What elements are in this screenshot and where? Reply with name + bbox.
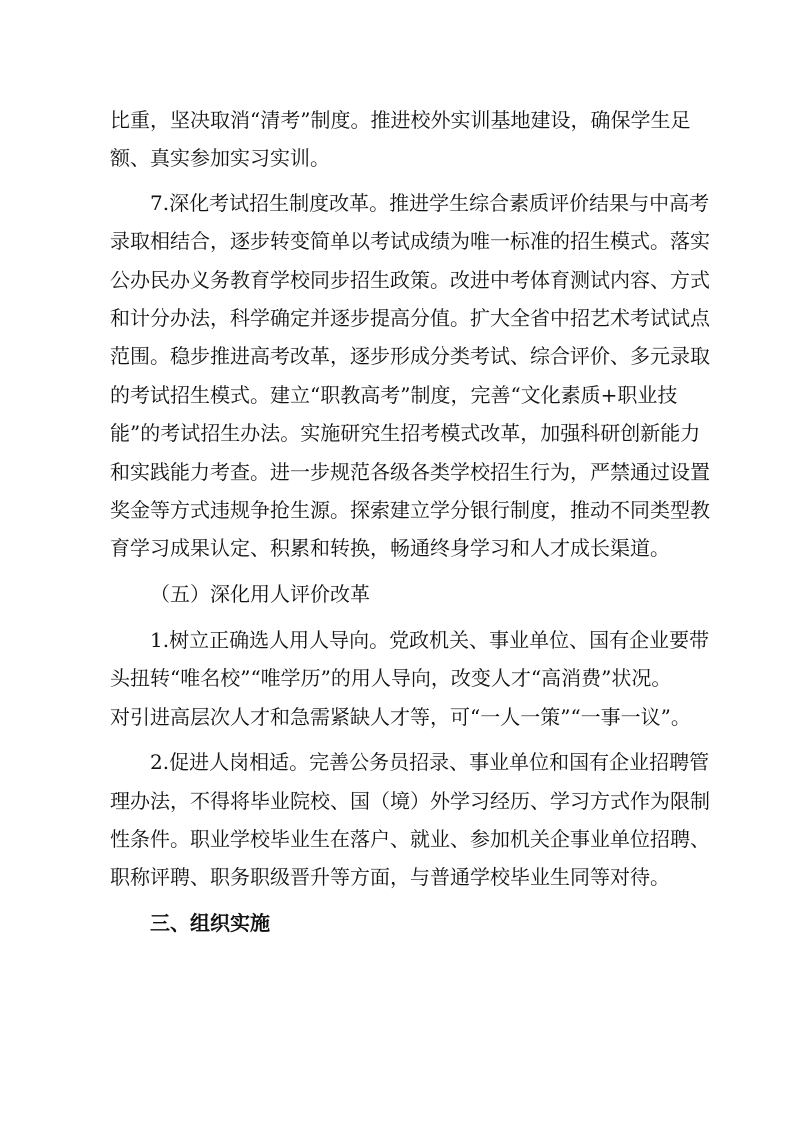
paragraph-line: 录取相结合，逐步转变简单以考试成绩为唯一标准的招生模式。落实 (110, 229, 710, 253)
paragraph-line: 对引进高层次人才和急需紧缺人才等，可“一人一策”“一事一议”。 (110, 705, 691, 729)
paragraph-line: 和实践能力考查。进一步规范各级各类学校招生行为，严禁通过设置 (110, 460, 710, 484)
section-heading: （五）深化用人评价改革 (150, 582, 370, 606)
paragraph-line: 性条件。职业学校毕业生在落户、就业、参加机关企事业单位招聘、 (110, 827, 710, 851)
paragraph-line: 奖金等方式违规争抢生源。探索建立学分银行制度，推动不同类型教 (110, 498, 710, 522)
paragraph-line: 范围。稳步推进高考改革，逐步形成分类考试、综合评价、多元录取 (110, 344, 710, 368)
paragraph-line: 2.促进人岗相适。完善公务员招录、事业单位和国有企业招聘管 (150, 750, 710, 774)
paragraph-line: 7.深化考试招生制度改革。推进学生综合素质评价结果与中高考 (150, 191, 710, 215)
paragraph-line: 头扭转“唯名校”“唯学历”的用人导向，改变人才“高消费”状况。 (110, 666, 672, 690)
paragraph-line: 能”的考试招生办法。实施研究生招考模式改革，加强科研创新能力 (110, 421, 701, 445)
chapter-heading: 三、组织实施 (150, 911, 270, 935)
paragraph-line: 公办民办义务教育学校同步招生政策。改进中考体育测试内容、方式 (110, 268, 710, 292)
paragraph-line: 理办法，不得将毕业院校、国（境）外学习经历、学习方式作为限制 (110, 789, 710, 813)
paragraph-line: 额、真实参加实习实训。 (110, 146, 330, 170)
paragraph-line: 职称评聘、职务职级晋升等方面，与普通学校毕业生同等对待。 (110, 865, 670, 889)
paragraph-line: 比重，坚决取消“清考”制度。推进校外实训基地建设，确保学生足 (110, 108, 691, 132)
paragraph-line: 的考试招生模式。建立“职教高考”制度，完善“文化素质+职业技 (110, 383, 678, 407)
paragraph-line: 1.树立正确选人用人导向。党政机关、事业单位、国有企业要带 (150, 628, 710, 652)
paragraph-line: 和计分办法，科学确定并逐步提高分值。扩大全省中招艺术考试试点 (110, 306, 710, 330)
paragraph-line: 育学习成果认定、积累和转换，畅通终身学习和人才成长渠道。 (110, 536, 670, 560)
